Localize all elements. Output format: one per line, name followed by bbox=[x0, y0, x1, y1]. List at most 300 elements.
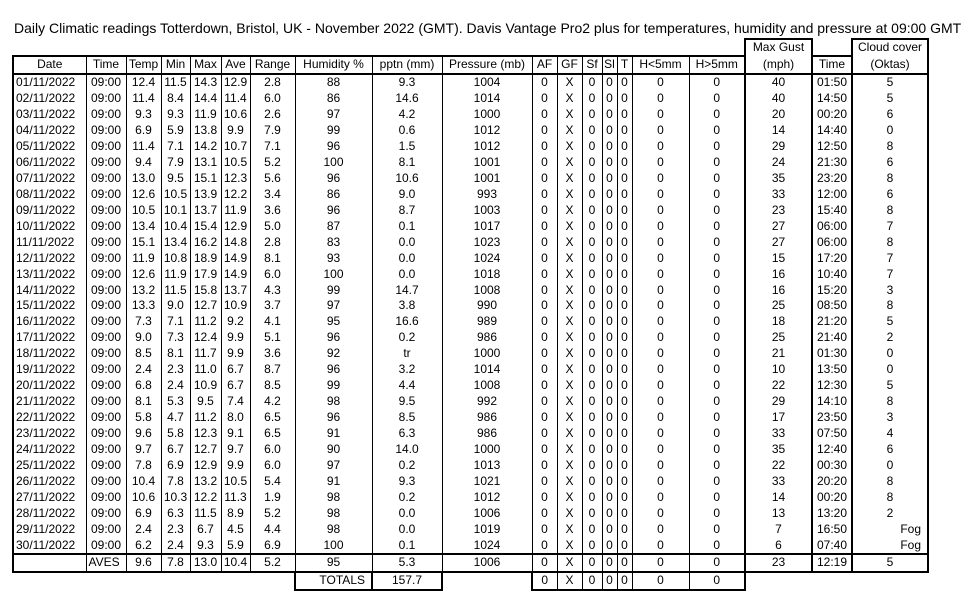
table-cell: 0 bbox=[602, 457, 617, 473]
table-cell: 0 bbox=[602, 91, 617, 107]
table-cell: 30/11/2022 bbox=[13, 537, 86, 554]
table-cell: 7.1 bbox=[250, 139, 295, 155]
table-cell: 0 bbox=[532, 489, 557, 505]
table-cell: 0 bbox=[602, 282, 617, 298]
table-cell: 7.3 bbox=[161, 330, 190, 346]
table-row bbox=[13, 91, 928, 107]
table-cell: 6 bbox=[852, 155, 928, 171]
table-cell: 0 bbox=[582, 298, 602, 314]
table-cell: 10.3 bbox=[161, 489, 190, 505]
table-cell: 83 bbox=[295, 234, 372, 250]
table-cell: 96 bbox=[295, 410, 372, 426]
column-header: H>5mm bbox=[689, 56, 745, 74]
table-cell: X bbox=[557, 234, 582, 250]
table-cell: 0 bbox=[617, 426, 632, 442]
table-cell: 3 bbox=[852, 410, 928, 426]
table-row bbox=[13, 155, 928, 171]
table-cell: 0.2 bbox=[372, 489, 442, 505]
table-cell: 22 bbox=[745, 457, 812, 473]
table-cell: 15.1 bbox=[190, 171, 221, 187]
table-cell: 10.7 bbox=[221, 139, 250, 155]
table-cell: 21:20 bbox=[812, 314, 852, 330]
table-row bbox=[13, 218, 928, 234]
table-cell: 0 bbox=[632, 91, 689, 107]
table-cell: X bbox=[557, 298, 582, 314]
table-cell: 5.2 bbox=[250, 505, 295, 521]
aves-cell: 0 bbox=[602, 554, 617, 572]
table-cell: 35 bbox=[745, 441, 812, 457]
header-spacer bbox=[632, 39, 689, 56]
table-row bbox=[13, 186, 928, 202]
table-cell: 0 bbox=[532, 394, 557, 410]
table-cell: 11.9 bbox=[190, 107, 221, 123]
table-cell: 11.9 bbox=[221, 202, 250, 218]
table-cell: 14:50 bbox=[812, 91, 852, 107]
column-header: Time bbox=[812, 56, 852, 74]
table-cell: 5.2 bbox=[250, 155, 295, 171]
table-cell: 04/11/2022 bbox=[13, 123, 86, 139]
table-cell: X bbox=[557, 155, 582, 171]
table-cell: X bbox=[557, 91, 582, 107]
table-cell: 28/11/2022 bbox=[13, 505, 86, 521]
table-cell: 9.9 bbox=[221, 330, 250, 346]
table-cell: 15.4 bbox=[190, 218, 221, 234]
totals-flag: 0 bbox=[632, 572, 689, 590]
table-cell: 0 bbox=[582, 155, 602, 171]
table-cell: 19/11/2022 bbox=[13, 362, 86, 378]
table-cell: 0 bbox=[689, 426, 745, 442]
table-cell: 16/11/2022 bbox=[13, 314, 86, 330]
table-cell: 25 bbox=[745, 330, 812, 346]
table-cell: 96 bbox=[295, 330, 372, 346]
table-cell: 91 bbox=[295, 473, 372, 489]
table-cell: 12/11/2022 bbox=[13, 250, 86, 266]
header-spacer bbox=[161, 39, 190, 56]
table-cell: 9.2 bbox=[221, 314, 250, 330]
table-cell: 4.5 bbox=[221, 521, 250, 537]
table-cell: 1001 bbox=[442, 155, 532, 171]
table-cell: 0 bbox=[602, 489, 617, 505]
table-cell: 0 bbox=[582, 107, 602, 123]
table-cell: 33 bbox=[745, 186, 812, 202]
table-cell: 0 bbox=[689, 91, 745, 107]
table-cell: 1012 bbox=[442, 489, 532, 505]
table-row bbox=[13, 521, 928, 537]
table-cell: 0 bbox=[532, 330, 557, 346]
table-cell: 0 bbox=[582, 330, 602, 346]
climate-table bbox=[12, 38, 929, 591]
aves-cell: X bbox=[557, 554, 582, 572]
table-cell: 0 bbox=[689, 330, 745, 346]
totals-pptn: 157.7 bbox=[372, 572, 442, 590]
table-cell: 02/11/2022 bbox=[13, 91, 86, 107]
table-cell: 6 bbox=[745, 537, 812, 554]
table-cell: 1012 bbox=[442, 123, 532, 139]
table-cell: 01:50 bbox=[812, 74, 852, 91]
table-cell: 12.3 bbox=[190, 426, 221, 442]
table-cell: 0 bbox=[617, 250, 632, 266]
column-header: Humidity % bbox=[295, 56, 372, 74]
table-cell: 8 bbox=[852, 171, 928, 187]
table-cell: 0 bbox=[602, 218, 617, 234]
table-cell: X bbox=[557, 330, 582, 346]
table-cell: 1019 bbox=[442, 521, 532, 537]
table-cell: 16 bbox=[745, 266, 812, 282]
table-cell: 0 bbox=[532, 505, 557, 521]
totals-spacer bbox=[221, 572, 250, 590]
table-cell: 5.4 bbox=[250, 473, 295, 489]
table-cell: 6 bbox=[852, 186, 928, 202]
table-cell: 06:00 bbox=[812, 234, 852, 250]
table-cell: 0 bbox=[582, 489, 602, 505]
header-spacer bbox=[557, 39, 582, 56]
table-cell: 0 bbox=[532, 266, 557, 282]
table-cell: 09:00 bbox=[86, 91, 126, 107]
table-cell: 0 bbox=[602, 505, 617, 521]
table-cell: 0.1 bbox=[372, 218, 442, 234]
table-cell: 0 bbox=[632, 186, 689, 202]
table-cell: 98 bbox=[295, 394, 372, 410]
table-row bbox=[13, 330, 928, 346]
table-cell: 3.4 bbox=[250, 186, 295, 202]
table-cell: 11.7 bbox=[190, 346, 221, 362]
table-cell: 7 bbox=[852, 218, 928, 234]
table-cell: 3.7 bbox=[250, 298, 295, 314]
table-cell: 0 bbox=[582, 378, 602, 394]
table-cell: 0 bbox=[582, 457, 602, 473]
header-spacer bbox=[295, 39, 372, 56]
table-cell: 0 bbox=[582, 171, 602, 187]
totals-spacer bbox=[126, 572, 161, 590]
table-cell: 92 bbox=[295, 346, 372, 362]
table-cell: 13.9 bbox=[190, 186, 221, 202]
table-cell: 8.0 bbox=[221, 410, 250, 426]
table-cell: 0.0 bbox=[372, 266, 442, 282]
table-cell: 87 bbox=[295, 218, 372, 234]
header-cloud-cover: Cloud cover bbox=[852, 39, 928, 56]
table-cell: 0 bbox=[532, 155, 557, 171]
table-cell: 12.6 bbox=[126, 266, 161, 282]
table-cell: 8 bbox=[852, 298, 928, 314]
table-cell: 0 bbox=[689, 473, 745, 489]
table-cell: 08/11/2022 bbox=[13, 186, 86, 202]
table-cell: 0 bbox=[602, 298, 617, 314]
table-cell: 2.4 bbox=[126, 362, 161, 378]
table-cell: 9.7 bbox=[126, 441, 161, 457]
table-cell: 12.3 bbox=[221, 171, 250, 187]
table-cell: X bbox=[557, 171, 582, 187]
table-cell: 0 bbox=[582, 346, 602, 362]
table-cell: 99 bbox=[295, 378, 372, 394]
table-cell: 0 bbox=[632, 107, 689, 123]
table-cell: 0 bbox=[617, 186, 632, 202]
aves-cell: 10.4 bbox=[221, 554, 250, 572]
table-cell: 986 bbox=[442, 330, 532, 346]
table-cell: 0 bbox=[582, 521, 602, 537]
table-cell: 6.9 bbox=[126, 123, 161, 139]
table-cell: 0 bbox=[689, 282, 745, 298]
table-cell: 4.1 bbox=[250, 314, 295, 330]
table-cell: 0 bbox=[617, 282, 632, 298]
table-cell: 0 bbox=[532, 314, 557, 330]
page-title: Daily Climatic readings Totterdown, Bristol, UK - November 2022 (GMT). Davis Vantage Pro2 plus for temperatures, humidity and pressure at 09:00 GMT bbox=[14, 20, 962, 36]
table-cell: 12.2 bbox=[190, 489, 221, 505]
totals-flag: 0 bbox=[532, 572, 557, 590]
table-cell: 13.2 bbox=[126, 282, 161, 298]
table-cell: X bbox=[557, 410, 582, 426]
totals-spacer bbox=[442, 572, 532, 590]
table-cell: 09:00 bbox=[86, 234, 126, 250]
table-cell: 10.4 bbox=[161, 218, 190, 234]
table-cell: 8.7 bbox=[250, 362, 295, 378]
table-cell: 12:30 bbox=[812, 378, 852, 394]
table-cell: 1000 bbox=[442, 441, 532, 457]
table-cell: 100 bbox=[295, 266, 372, 282]
table-cell: 14 bbox=[745, 489, 812, 505]
table-cell: 5.8 bbox=[126, 410, 161, 426]
table-cell: 9.5 bbox=[372, 394, 442, 410]
table-cell: 93 bbox=[295, 250, 372, 266]
header-spacer bbox=[617, 39, 632, 56]
table-cell: X bbox=[557, 521, 582, 537]
header-spacer bbox=[86, 39, 126, 56]
table-cell: 0 bbox=[632, 537, 689, 554]
column-header: Min bbox=[161, 56, 190, 74]
table-cell: 7.3 bbox=[126, 314, 161, 330]
table-cell: 98 bbox=[295, 505, 372, 521]
table-cell: 0 bbox=[689, 394, 745, 410]
table-cell: 16 bbox=[745, 282, 812, 298]
header-row bbox=[13, 56, 928, 74]
table-cell: 6.5 bbox=[250, 426, 295, 442]
table-cell: 09:00 bbox=[86, 426, 126, 442]
table-cell: 0 bbox=[532, 362, 557, 378]
table-cell: 86 bbox=[295, 91, 372, 107]
table-cell: 10.8 bbox=[161, 250, 190, 266]
table-cell: 97 bbox=[295, 298, 372, 314]
table-cell: 0 bbox=[617, 314, 632, 330]
table-cell: 8 bbox=[852, 139, 928, 155]
table-cell: 0 bbox=[582, 410, 602, 426]
table-cell: 0 bbox=[602, 250, 617, 266]
table-cell: X bbox=[557, 123, 582, 139]
column-header: (mph) bbox=[745, 56, 812, 74]
table-cell: X bbox=[557, 74, 582, 91]
table-cell: 15:20 bbox=[812, 282, 852, 298]
table-cell: 0 bbox=[689, 298, 745, 314]
table-cell: 0 bbox=[602, 362, 617, 378]
table-cell: 97 bbox=[295, 107, 372, 123]
table-cell: 0 bbox=[582, 202, 602, 218]
table-cell: 0 bbox=[689, 202, 745, 218]
table-cell: 5.9 bbox=[221, 537, 250, 554]
table-cell: 01:30 bbox=[812, 346, 852, 362]
table-cell: 0 bbox=[617, 139, 632, 155]
table-cell: 0 bbox=[617, 378, 632, 394]
table-cell: 14/11/2022 bbox=[13, 282, 86, 298]
table-cell: 6.3 bbox=[372, 426, 442, 442]
table-cell: 0 bbox=[617, 91, 632, 107]
table-cell: 9.0 bbox=[372, 186, 442, 202]
table-cell: 17/11/2022 bbox=[13, 330, 86, 346]
table-cell: 6 bbox=[852, 107, 928, 123]
table-cell: 88 bbox=[295, 74, 372, 91]
table-cell: 7.1 bbox=[161, 139, 190, 155]
table-cell: 0 bbox=[689, 457, 745, 473]
header-spacer bbox=[532, 39, 557, 56]
table-cell: 09:00 bbox=[86, 362, 126, 378]
table-cell: 05/11/2022 bbox=[13, 139, 86, 155]
table-cell: 0 bbox=[632, 314, 689, 330]
aves-cell: 12:19 bbox=[812, 554, 852, 572]
table-cell: 0 bbox=[689, 107, 745, 123]
table-cell: 0 bbox=[602, 123, 617, 139]
table-cell: 24 bbox=[745, 155, 812, 171]
table-cell: 08:50 bbox=[812, 298, 852, 314]
table-cell: 09:00 bbox=[86, 410, 126, 426]
table-cell: 03/11/2022 bbox=[13, 107, 86, 123]
table-cell: 0 bbox=[602, 186, 617, 202]
table-cell: 12.7 bbox=[190, 441, 221, 457]
table-cell: 9.3 bbox=[161, 107, 190, 123]
table-cell: 0 bbox=[689, 378, 745, 394]
aves-cell: 7.8 bbox=[161, 554, 190, 572]
table-cell: 11/11/2022 bbox=[13, 234, 86, 250]
table-cell: 7.9 bbox=[250, 123, 295, 139]
table-cell: 12.9 bbox=[221, 218, 250, 234]
table-cell: 21:40 bbox=[812, 330, 852, 346]
table-cell: 7.4 bbox=[221, 394, 250, 410]
table-cell: 0 bbox=[582, 314, 602, 330]
table-cell: 40 bbox=[745, 91, 812, 107]
table-cell: 0 bbox=[632, 250, 689, 266]
table-cell: 0 bbox=[632, 234, 689, 250]
table-cell: X bbox=[557, 537, 582, 554]
table-cell: 91 bbox=[295, 426, 372, 442]
table-cell: 0 bbox=[632, 266, 689, 282]
table-cell: 9.7 bbox=[221, 441, 250, 457]
table-cell: 00:20 bbox=[812, 107, 852, 123]
table-cell: 6.7 bbox=[221, 362, 250, 378]
table-cell: 11.4 bbox=[126, 91, 161, 107]
table-cell: 0 bbox=[632, 426, 689, 442]
table-cell: 0 bbox=[602, 426, 617, 442]
table-cell: 0 bbox=[532, 346, 557, 362]
table-cell: 0 bbox=[852, 123, 928, 139]
table-cell: 6.0 bbox=[250, 457, 295, 473]
table-cell: 1006 bbox=[442, 505, 532, 521]
table-cell: 96 bbox=[295, 171, 372, 187]
table-cell: 1008 bbox=[442, 378, 532, 394]
table-row bbox=[13, 426, 928, 442]
table-cell: 16.2 bbox=[190, 234, 221, 250]
table-cell: 3.8 bbox=[372, 298, 442, 314]
header-spacer bbox=[250, 39, 295, 56]
table-cell: 0 bbox=[532, 441, 557, 457]
table-cell: 0 bbox=[582, 186, 602, 202]
table-cell: 10.9 bbox=[190, 378, 221, 394]
table-cell: 1.9 bbox=[250, 489, 295, 505]
table-cell: 8.5 bbox=[126, 346, 161, 362]
totals-flag: 0 bbox=[582, 572, 602, 590]
table-cell: 09:00 bbox=[86, 186, 126, 202]
table-cell: 27 bbox=[745, 218, 812, 234]
table-cell: 10.5 bbox=[161, 186, 190, 202]
table-cell: 12.4 bbox=[126, 74, 161, 91]
table-cell: 7 bbox=[852, 266, 928, 282]
column-header: (Oktas) bbox=[852, 56, 928, 74]
table-cell: 0 bbox=[532, 74, 557, 91]
table-cell: 1014 bbox=[442, 91, 532, 107]
aves-cell: 95 bbox=[295, 554, 372, 572]
table-cell: 0 bbox=[602, 234, 617, 250]
table-row bbox=[13, 378, 928, 394]
totals-spacer bbox=[190, 572, 221, 590]
table-cell: 0 bbox=[689, 489, 745, 505]
table-cell: 15.8 bbox=[190, 282, 221, 298]
table-cell: 0 bbox=[532, 378, 557, 394]
table-cell: 09:00 bbox=[86, 218, 126, 234]
table-cell: 1024 bbox=[442, 250, 532, 266]
table-cell: 09/11/2022 bbox=[13, 202, 86, 218]
table-cell: 5.3 bbox=[161, 394, 190, 410]
table-cell: 0 bbox=[582, 234, 602, 250]
table-cell: 13.8 bbox=[190, 123, 221, 139]
table-cell: 97 bbox=[295, 457, 372, 473]
table-cell: 0 bbox=[617, 489, 632, 505]
table-cell: 6.7 bbox=[221, 378, 250, 394]
table-cell: 0 bbox=[532, 171, 557, 187]
table-cell: 33 bbox=[745, 426, 812, 442]
table-cell: 0 bbox=[602, 266, 617, 282]
table-cell: 8 bbox=[852, 202, 928, 218]
table-cell: 4 bbox=[852, 426, 928, 442]
table-cell: 11.0 bbox=[190, 362, 221, 378]
table-cell: 12.2 bbox=[221, 186, 250, 202]
table-row bbox=[13, 394, 928, 410]
table-cell: X bbox=[557, 489, 582, 505]
table-cell: 0 bbox=[602, 394, 617, 410]
table-cell: 0 bbox=[632, 171, 689, 187]
table-cell: 26/11/2022 bbox=[13, 473, 86, 489]
table-cell: 95 bbox=[295, 314, 372, 330]
table-row bbox=[13, 505, 928, 521]
table-row bbox=[13, 202, 928, 218]
table-cell: 7 bbox=[852, 250, 928, 266]
table-cell: 990 bbox=[442, 298, 532, 314]
table-cell: 22 bbox=[745, 378, 812, 394]
column-header: Sl bbox=[602, 56, 617, 74]
table-cell: 13/11/2022 bbox=[13, 266, 86, 282]
totals-spacer bbox=[852, 572, 928, 590]
table-cell: 100 bbox=[295, 155, 372, 171]
table-cell: 2.6 bbox=[250, 107, 295, 123]
table-cell: 18/11/2022 bbox=[13, 346, 86, 362]
table-cell: 13.2 bbox=[190, 473, 221, 489]
table-cell: 1018 bbox=[442, 266, 532, 282]
table-cell: 9.5 bbox=[161, 171, 190, 187]
table-cell: 0 bbox=[689, 410, 745, 426]
table-cell: 0.0 bbox=[372, 250, 442, 266]
totals-flag: 0 bbox=[617, 572, 632, 590]
table-cell: 14.4 bbox=[190, 91, 221, 107]
table-cell: 12:00 bbox=[812, 186, 852, 202]
table-cell: 8.4 bbox=[161, 91, 190, 107]
table-cell: 20:20 bbox=[812, 473, 852, 489]
totals-flag: X bbox=[557, 572, 582, 590]
table-cell: 10.6 bbox=[221, 107, 250, 123]
table-cell: 0 bbox=[617, 107, 632, 123]
